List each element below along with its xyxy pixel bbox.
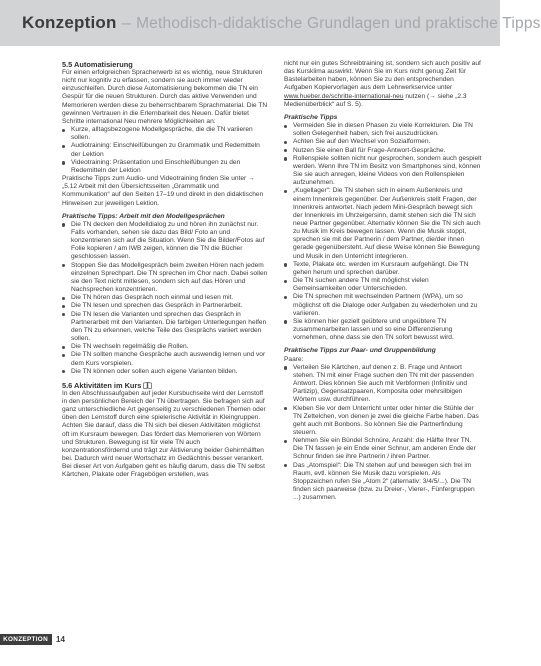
footer-section-label: KONZEPTION xyxy=(0,634,52,645)
list-item: Die TN sollten manche Gespräche auch auswendig lernen und vor dem Kurs vorspielen. xyxy=(62,351,268,367)
list-item: Nehmen Sie ein Bündel Schnüre, Anzahl: die Hälfte Ihrer TN. Die TN fassen je ein Ende einer Schnur, am anderen Ende der Schnur finden sie ihre Partnerin / ihren Partner. xyxy=(284,437,482,461)
list-item: Die TN lesen die Varianten und sprechen das Gespräch in Partnerarbeit mit den Varianten. Die farbigen Unterlegungen helfen den TN zu erkennen, welche Teile des Gesprächs variiert werden sollen. xyxy=(62,311,268,344)
list-item: Stoppen Sie das Modellgespräch beim zweiten Hören nach jedem einzelnen Sprechpart. Die TN sprechen im Chor nach. Dabei sollen sie den Text nicht mitlesen, sondern sich auf das Hören und Nachsprechen konzentrieren. xyxy=(62,262,268,295)
tips-pair-groups-title: Praktische Tipps zur Paar- und Gruppenbildung xyxy=(284,347,436,355)
list-item: Die TN hören das Gespräch noch einmal und lesen mit. xyxy=(62,294,268,302)
list-item: Die TN können oder sollen auch eigene Varianten bilden. xyxy=(62,368,268,376)
list-item: Die TN suchen andere TN mit möglichst vielen Gemeinsamkeiten oder Unterschieden. xyxy=(284,277,482,293)
tips-modellgespraeche-list xyxy=(62,221,268,376)
tips-title: Praktische Tipps xyxy=(284,113,338,121)
list-item: Die TN sprechen mit wechselnden Partnern (WPA), um so möglichst oft die Dialoge oder Aufgaben zu wiederholen und zu variieren. xyxy=(284,293,482,317)
section-5-5-paragraph: Für einen erfolgreichen Spracherwerb ist es wichtig, neue Strukturen nicht nur kognitiv zu erfassen, sondern sie auch immer wieder einzuschleifen. Durch diese Automatisierung bekommen die TN ein Gespür für die neuen Strukturen. Durch das aktive Verwenden und Memorieren werden diese zu beherrschbarem Sprachmaterial. Die TN gewinnen Vertrauen in die Erlernbarkeit des Neuen. Dafür bietet Schritte international Neu mehrere Möglichkeiten an: xyxy=(62,69,268,125)
list-item: Die TN decken den Modelldialog zu und hören ihn zunächst nur. Falls vorhanden, sehen sie dazu das Bild/ Foto an und konzentrieren sich auf die Situation. Wenn Sie die Bilder/Fotos auf Folie kopieren / am IWB zeigen, können die TN die Bücher geschlossen lassen. xyxy=(62,221,268,262)
list-item: Rollenspiele sollten nicht nur gesprochen, sondern auch gespielt werden. Wenn Ihre TN im Besitz von Smartphones sind, können Sie sie auch anregen, kleine Videos von den Rollenspielen aufzunehmen. xyxy=(284,155,482,188)
page-footer xyxy=(0,634,500,645)
left-column xyxy=(62,60,268,480)
chapter-title: Konzeption xyxy=(22,13,117,32)
list-item: Verteilen Sie Kärtchen, auf denen z. B. Frage und Antwort stehen. TN mit einer Frage suchen den TN mit der passenden Antwort. Dies können Sie auch mit Verbformen (Infinitiv und Partizip), Gegensatzpaaren, Komposita oder mehrsilbigen Wörtern usw. durchführen. xyxy=(284,364,482,405)
section-5-5-list xyxy=(62,126,268,175)
list-item: „Kugellager“: Die TN stehen sich in einem Außenkreis und einem Innenkreis gegenüber. Der Außenkreis stellt Fragen, der Innenkreis antwortet. Nach jedem Mini-Gespräch bewegt sich der Innenkreis im Uhrzeigersinn, damit stehen sich die TN sich neue Partner gegenüber. Alternativ können Sie die TN sich auch zu Musik im Kreis bewegen lassen. Wenn die Musik stoppt, sprechen sie mit der Partnerin / dem Partner, die/der ihnen gerade gegenübersteht. Auf diese Weise können Sie Bewegung und Musik in den Unterricht integrieren. xyxy=(284,187,482,260)
tips-modellgespraeche-title: Praktische Tipps: Arbeit mit den Modellgesprächen xyxy=(62,212,225,220)
tips-list xyxy=(284,122,482,342)
section-5-6-heading xyxy=(62,381,268,390)
list-item: Videotraining: Präsentation und Einschleifübungen zu den Redemitteln der Lektion xyxy=(62,159,268,175)
list-item: Kleben Sie vor dem Unterricht unter oder hinter die Stühle der TN Zettelchen, von denen je zwei die gleiche Farbe haben. Das geht auch mit Bonbons. So können Sie die Partnerfindung steuern. xyxy=(284,405,482,438)
header-title xyxy=(22,14,541,33)
list-item: Kurze, alltagsbezogene Modellgespräche, die die TN variieren sollen. xyxy=(62,126,268,142)
continued-text-a: nicht nur ein gutes Schreibtraining ist, sondern sich auch positiv auf das Kursklima auswirkt. Wenn Sie im Kurs nicht genug Zeit für Bastelarbeiten haben, können Sie zu den entsprechenden Aufgaben Kopiervorlagen aus dem Lehrwerkservice unter xyxy=(284,60,481,92)
list-item: Die TN wechseln regelmäßig die Rollen. xyxy=(62,343,268,351)
chapter-subtitle: Methodisch-didaktische Grundlagen und praktische Tipps xyxy=(136,15,541,32)
page-header xyxy=(0,0,541,46)
list-item: Achten Sie auf den Wechsel von Sozialformen. xyxy=(284,138,482,146)
list-item: Nutzen Sie einen Ball für Frage-Antwort-Gespräche. xyxy=(284,147,482,155)
book-icon xyxy=(143,382,152,389)
list-item: Audiotraining: Einschleifübungen zu Grammatik und Redemitteln der Lektion xyxy=(62,142,268,158)
continued-text-b: nutzen (→ siehe „2.3 Medienüberblick“ auf S. 5). xyxy=(284,92,467,108)
tips-pair-list xyxy=(284,364,482,503)
title-dash: – xyxy=(116,13,137,32)
page-number: 14 xyxy=(56,635,65,644)
section-5-5-title: 5.5 Automatisierung xyxy=(62,60,133,69)
section-5-6-paragraph-3: Bei dieser Art von Aufgaben geht es häufig darum, dass die TN selbst Kärtchen, Plakate oder Fragebögen erstellen, was xyxy=(62,463,265,479)
list-item: Sie können hier gezielt geübtere und ungeübtere TN zusammenarbeiten lassen und so eine Differenzierung vornehmen, ohne dass sie den TN sofort bewusst wird. xyxy=(284,318,482,342)
list-item: Texte, Plakate etc. werden im Kursraum aufgehängt. Die TN gehen herum und sprechen darüber. xyxy=(284,261,482,277)
hueber-link[interactable]: www.hueber.de/schritte-international-neu xyxy=(284,92,404,100)
section-5-5-paragraph-2: Praktische Tipps zum Audio- und Videotraining finden Sie unter → „5.12 Arbeit mit den Übersichtsseiten „Grammatik und Kommunikation“ auf den Seiten 17–19 und direkt in den didaktischen Hinweisen zur jeweiligen Lektion. xyxy=(62,175,264,207)
tips-pair-lead: Paare: xyxy=(284,355,304,363)
list-item: Das „Atomspiel“: Die TN stehen auf und bewegen sich frei im Raum, evtl. können Sie Musik dazu vorspielen. Als Stoppzeichen rufen Sie „Atom 2“ (alternativ: 3/4/5/...). Die TN finden sich paarweise (bzw. zu Dreier-, Vierer-, Fünfergruppen ...) zusammen. xyxy=(284,462,482,503)
list-item: Vermeiden Sie in diesen Phasen zu viele Korrekturen. Die TN sollen Gelegenheit haben, sich frei auszudrücken. xyxy=(284,122,482,138)
continued-paragraph xyxy=(284,60,482,109)
section-5-6-paragraph-1: In den Abschlussaufgaben auf jeder Kursbuchseite wird der Lernstoff in den persönlichen Bereich der TN übertragen. Sie befragen sich auf ganz unterschiedliche Art gegenseitig zu verschiedenen Themen oder üben den Lernstoff durch eine spielerische Aktivität in Kleingruppen. xyxy=(62,389,266,422)
right-column xyxy=(284,60,482,502)
section-5-6-paragraph-2: Achten Sie darauf, dass die TN sich bei diesen Aktivitäten möglichst oft im Kursraum bewegen. Das fördert das Memorieren von Wörtern und Strukturen. Bewegung ist für viele TN auch konzentrationsfördernd und trägt zur Aktivierung beider Gehirnhälften bei. Dadurch wird neuer Wortschatz im Gedächtnis besser verankert. xyxy=(62,422,264,463)
section-5-6-title: 5.6 Aktivitäten im Kurs xyxy=(62,380,142,390)
list-item: Die TN lesen und sprechen das Gespräch in Partnerarbeit. xyxy=(62,302,268,310)
